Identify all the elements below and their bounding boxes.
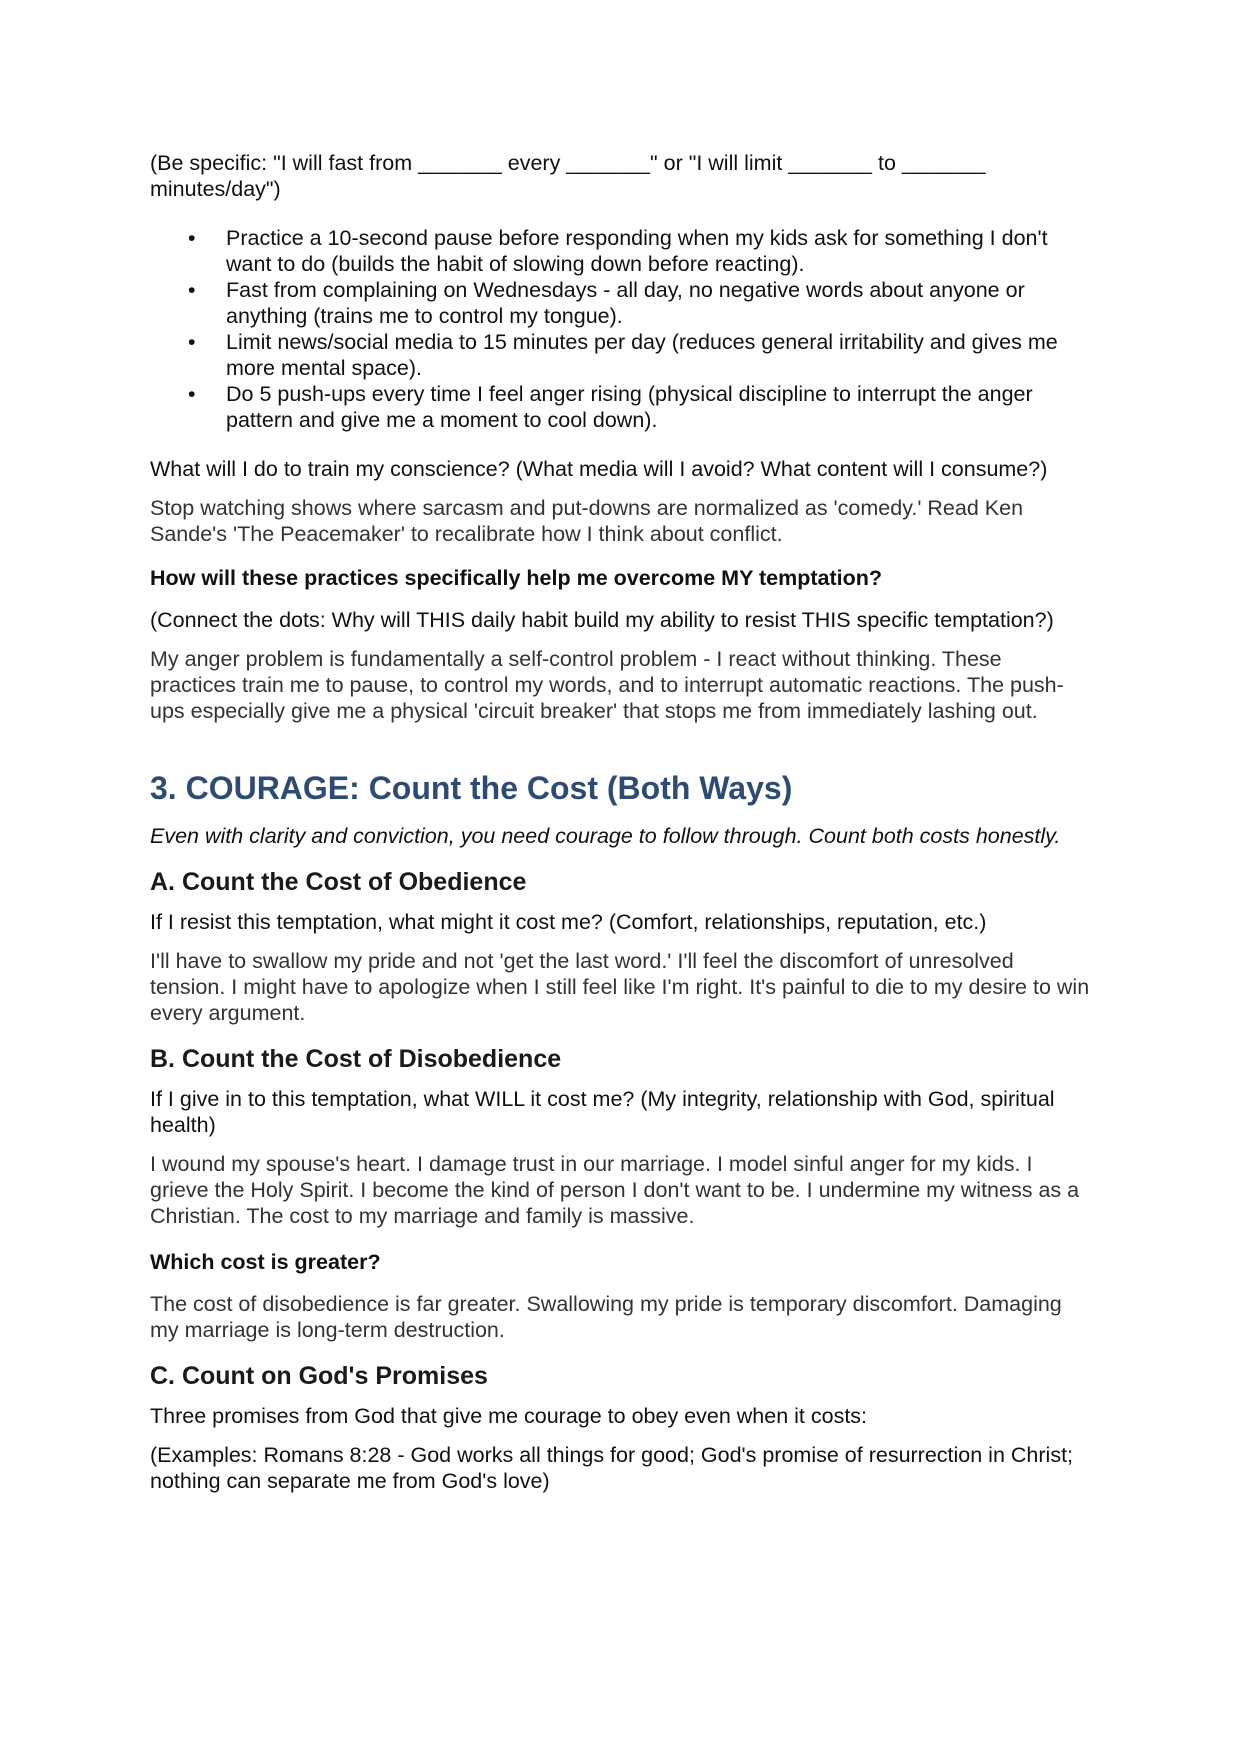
disobedience-answer: I wound my spouse's heart. I damage trust in our marriage. I model sinful anger for my kids. I grieve the Holy Spirit. I become the kind of person I don't want to be. I undermine my witness as a Christian. The cost to my marriage and family is massive. [150,1152,1080,1228]
conscience-prompt: What will I do to train my conscience? (What media will I avoid? What content will I consume?) [150,457,1048,481]
how-help-prompt: (Connect the dots: Why will THIS daily habit build my ability to resist THIS specific temptation?) [150,608,1054,632]
list-item: • Limit news/social media to 15 minutes per day (reduces general irritability and gives me more mental space). [226,329,1090,381]
promises-prompt: Three promises from God that give me courage to obey even when it costs: [150,1404,868,1428]
intro-instruction: (Be specific: "I will fast from _______ every _______" or "I will limit _______ to _______ minutes/day") [150,151,986,201]
list-item: • Fast from complaining on Wednesdays - all day, no negative words about anyone or anything (trains me to control my tongue). [226,277,1090,329]
greater-cost-question: Which cost is greater? [150,1250,381,1274]
disobedience-prompt: If I give in to this temptation, what WILL it cost me? (My integrity, relationship with God, spiritual health) [150,1087,1055,1137]
practices-list [150,225,1090,433]
courage-section-title: 3. COURAGE: Count the Cost (Both Ways) [150,770,793,806]
how-help-question: How will these practices specifically help me overcome MY temptation? [150,566,883,590]
greater-cost-answer: The cost of disobedience is far greater. Swallowing my pride is temporary discomfort. Damaging my marriage is long-term destruction. [150,1292,1062,1342]
promises-heading: C. Count on God's Promises [150,1362,488,1390]
list-item: • Practice a 10-second pause before responding when my kids ask for something I don't want to do (builds the habit of slowing down before reacting). [226,225,1090,277]
promises-examples: (Examples: Romans 8:28 - God works all things for good; God's promise of resurrection in Christ; nothing can separate me from God's love) [150,1443,1074,1493]
obedience-heading: A. Count the Cost of Obedience [150,868,527,896]
disobedience-heading: B. Count the Cost of Disobedience [150,1045,562,1073]
list-item: • Do 5 push-ups every time I feel anger rising (physical discipline to interrupt the anger pattern and give me a moment to cool down). [226,381,1090,433]
document-page [150,150,1090,1494]
obedience-prompt: If I resist this temptation, what might it cost me? (Comfort, relationships, reputation, etc.) [150,910,987,934]
obedience-answer: I'll have to swallow my pride and not 'get the last word.' I'll feel the discomfort of unresolved tension. I might have to apologize when I still feel like I'm right. It's painful to die to my desire to win every argument. [150,949,1090,1025]
courage-intro: Even with clarity and conviction, you need courage to follow through. Count both costs honestly. [150,824,1061,848]
conscience-answer: Stop watching shows where sarcasm and put-downs are normalized as 'comedy.' Read Ken Sande's 'The Peacemaker' to recalibrate how I think about conflict. [150,496,1024,546]
how-help-answer: My anger problem is fundamentally a self-control problem - I react without thinking. These practices train me to pause, to control my words, and to interrupt automatic reactions. The push-ups especially give me a physical 'circuit breaker' that stops me from immediately lashing out. [150,647,1064,723]
